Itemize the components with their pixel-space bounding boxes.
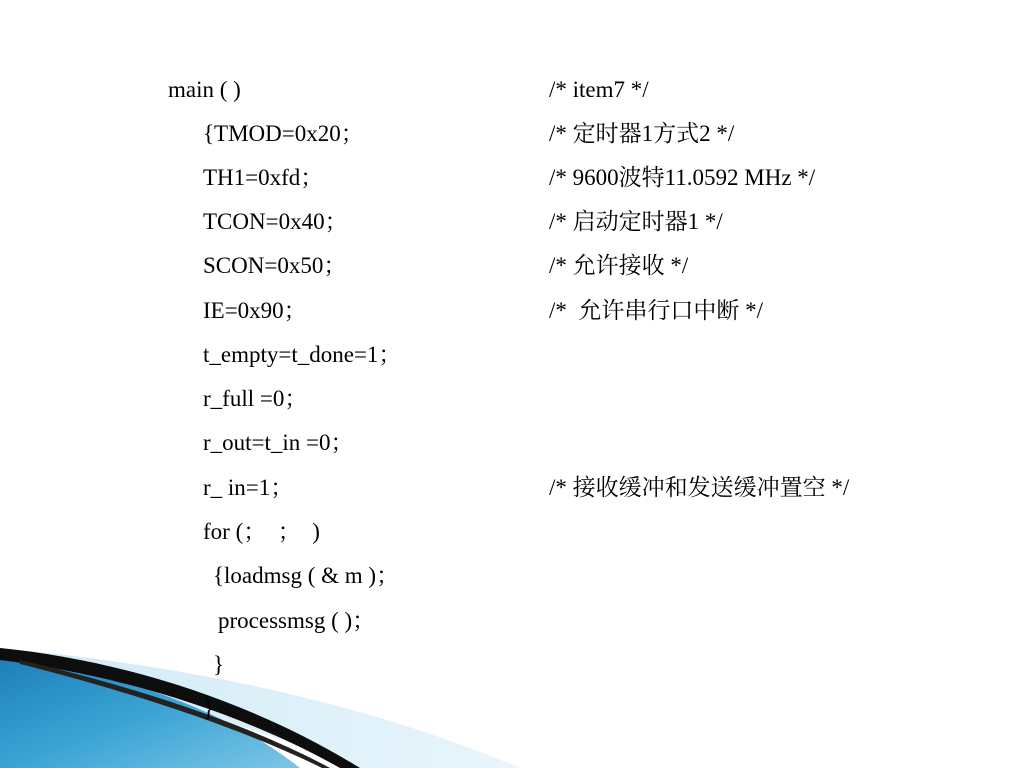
- code-line-r-full: r_full =0；: [203, 386, 308, 411]
- code-line-t-empty: t_empty=t_done=1；: [203, 342, 402, 367]
- code-line-r-out: r_out=t_in =0；: [203, 430, 354, 455]
- comment-item7: /* item7 */: [549, 77, 649, 102]
- code-line-scon: SCON=0x50；: [203, 253, 347, 278]
- code-line-processmsg: processmsg ( )；: [218, 608, 376, 633]
- code-line-tcon: TCON=0x40；: [203, 209, 348, 234]
- code-line-ie: IE=0x90；: [203, 298, 307, 323]
- code-line-r-in: r_ in=1；: [203, 475, 294, 500]
- comment-baud-rate: /* 9600波特11.0592 MHz */: [549, 165, 816, 190]
- comment-serial-interrupt: /* 允许串行口中断 */: [549, 298, 764, 323]
- code-line-close-outer: }: [203, 696, 215, 721]
- comment-clear-buffers: /* 接收缓冲和发送缓冲置空 */: [549, 475, 850, 500]
- code-line-loadmsg: {loadmsg ( & m )；: [213, 563, 400, 588]
- comment-enable-receive: /* 允许接收 */: [549, 253, 689, 278]
- comment-start-timer: /* 启动定时器1 */: [549, 209, 723, 234]
- code-line-for: for (； ； ): [203, 519, 320, 544]
- code-line-th1: TH1=0xfd；: [203, 165, 324, 190]
- code-line-tmod: {TMOD=0x20；: [203, 121, 364, 146]
- code-line-close-inner: }: [213, 652, 225, 677]
- comment-timer-mode: /* 定时器1方式2 */: [549, 121, 735, 146]
- code-line-main: main ( ): [168, 77, 241, 102]
